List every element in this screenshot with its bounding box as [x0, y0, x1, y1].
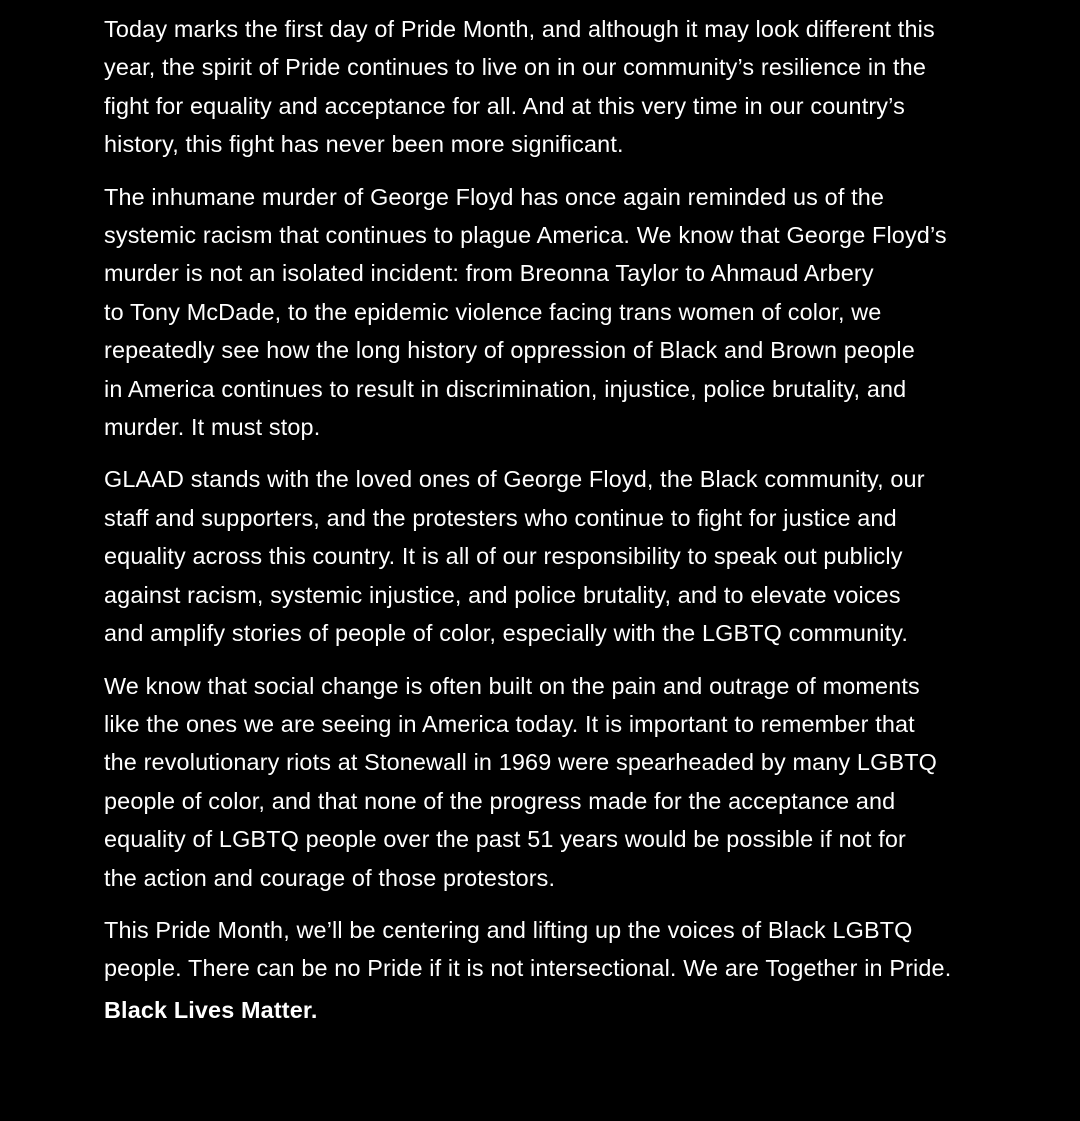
text-line: year, the spirit of Pride continues to live on in our community’s resilience in the [104, 54, 926, 81]
text-line: history, this fight has never been more significant. [104, 131, 624, 158]
text-line: fight for equality and acceptance for all. And at this very time in our country’s [104, 92, 905, 119]
text-line: against racism, systemic injustice, and police brutality, and to elevate voices [104, 581, 901, 608]
text-line: equality across this country. It is all of our responsibility to speak out publicly [104, 543, 903, 570]
text-line: murder. It must stop. [104, 414, 321, 441]
text-line: people of color, and that none of the progress made for the acceptance and [104, 787, 896, 814]
text-line: We know that social change is often built on the pain and outrage of moments [104, 672, 920, 699]
paragraph-pride-month [104, 10, 1034, 164]
text-line: in America continues to result in discrimination, injustice, police brutality, and [104, 375, 907, 402]
text-line: people. There can be no Pride if it is not intersectional. We are Together in Pride. [104, 955, 952, 982]
paragraph-social-change [104, 667, 1034, 897]
text-line: Today marks the first day of Pride Month, and although it may look different this [104, 16, 935, 42]
text-line: and amplify stories of people of color, especially with the LGBTQ community. [104, 620, 909, 647]
text-line: systemic racism that continues to plague America. We know that George Floyd’s [104, 222, 947, 249]
paragraph-george-floyd [104, 178, 1034, 447]
statement-text [104, 10, 1034, 1043]
paragraph-glaad-stands [104, 460, 1034, 652]
text-line: like the ones we are seeing in America today. It is important to remember that [104, 710, 915, 737]
text-line: The inhumane murder of George Floyd has once again reminded us of the [104, 183, 885, 210]
text-line: repeatedly see how the long history of oppression of Black and Brown people [104, 337, 915, 364]
text-line: This Pride Month, we’ll be centering and lifting up the voices of Black LGBTQ [104, 916, 913, 943]
text-line: the action and courage of those protestors. [104, 864, 556, 891]
black-lives-matter-text: Black Lives Matter. [104, 996, 318, 1023]
paragraph-closing [104, 911, 1034, 1029]
text-line: murder is not an isolated incident: from Breonna Taylor to Ahmaud Arbery [104, 260, 874, 287]
text-line: equality of LGBTQ people over the past 51 years would be possible if not for [104, 826, 906, 853]
text-line: to Tony McDade, to the epidemic violence facing trans women of color, we [104, 298, 882, 325]
text-line: GLAAD stands with the loved ones of George Floyd, the Black community, our [104, 466, 925, 493]
text-line: the revolutionary riots at Stonewall in 1969 were spearheaded by many LGBTQ [104, 749, 937, 776]
text-line: staff and supporters, and the protesters who continue to fight for justice and [104, 504, 897, 531]
